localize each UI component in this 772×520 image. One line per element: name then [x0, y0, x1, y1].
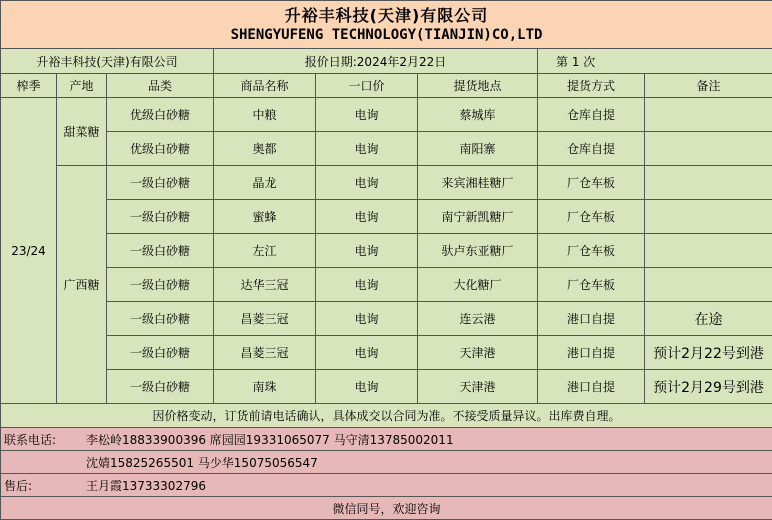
table-row — [1, 200, 772, 234]
product-name-cell: 昌菱三冠 — [214, 336, 316, 370]
table-row — [1, 98, 772, 132]
category-cell: 一级白砂糖 — [107, 166, 214, 200]
method-cell: 仓库自提 — [538, 98, 645, 132]
header-season: 榨季 — [1, 74, 57, 98]
info-date — [214, 49, 538, 74]
note-cell: 在途 — [645, 302, 772, 336]
header-origin: 产地 — [57, 74, 107, 98]
category-cell: 一级白砂糖 — [107, 234, 214, 268]
location-cell: 来宾湘桂糖厂 — [418, 166, 538, 200]
method-cell: 仓库自提 — [538, 132, 645, 166]
table-row — [1, 268, 772, 302]
header-method: 提货方式 — [538, 74, 645, 98]
contact-line-1: 李松岭18833900396 席园园19331065077 马守清13785002011 — [86, 433, 454, 447]
aftersale-value: 王月霞13733302796 — [86, 479, 206, 493]
header-price: 一口价 — [316, 74, 418, 98]
date-value: 2024年2月22日 — [357, 55, 446, 69]
product-name-cell: 晶龙 — [214, 166, 316, 200]
location-cell: 蔡城库 — [418, 98, 538, 132]
method-cell: 厂仓车板 — [538, 234, 645, 268]
aftersale-label: 售后: — [1, 477, 86, 494]
method-cell: 港口自提 — [538, 302, 645, 336]
category-cell: 一级白砂糖 — [107, 302, 214, 336]
method-cell: 厂仓车板 — [538, 268, 645, 302]
price-cell: 电询 — [316, 98, 418, 132]
category-cell: 优级白砂糖 — [107, 132, 214, 166]
table-row — [1, 336, 772, 370]
table-row — [1, 166, 772, 200]
note-cell — [645, 200, 772, 234]
price-cell: 电询 — [316, 302, 418, 336]
price-cell: 电询 — [316, 132, 418, 166]
product-name-cell: 蜜蜂 — [214, 200, 316, 234]
header-note: 备注 — [645, 74, 772, 98]
category-cell: 一级白砂糖 — [107, 370, 214, 404]
note-cell: 预计2月22号到港 — [645, 336, 772, 370]
info-company: 升裕丰科技(天津)有限公司 — [1, 49, 214, 74]
location-cell: 南阳寨 — [418, 132, 538, 166]
product-name-cell: 左江 — [214, 234, 316, 268]
aftersale-row — [1, 474, 772, 497]
contact-label: 联系电话: — [1, 431, 86, 448]
location-cell: 大化糖厂 — [418, 268, 538, 302]
category-cell: 一级白砂糖 — [107, 200, 214, 234]
contact-line-2: 沈婧15825265501 马少华15075056547 — [86, 456, 318, 470]
method-cell: 港口自提 — [538, 370, 645, 404]
price-cell: 电询 — [316, 166, 418, 200]
product-name-cell: 南珠 — [214, 370, 316, 404]
contact-row-2 — [1, 451, 772, 474]
origin-guangxi: 广西糖 — [57, 166, 107, 404]
notice-text: 因价格变动，订货前请电话确认，具体成交以合同为准。不接受质量异议。出库费自理。 — [1, 404, 772, 428]
table-row — [1, 132, 772, 166]
info-issue: 第 1 次 — [538, 49, 772, 74]
header-location: 提货地点 — [418, 74, 538, 98]
table-row — [1, 370, 772, 404]
category-cell: 优级白砂糖 — [107, 98, 214, 132]
location-cell: 南宁新凯糖厂 — [418, 200, 538, 234]
table-row — [1, 302, 772, 336]
price-cell: 电询 — [316, 370, 418, 404]
title-cell — [1, 1, 772, 49]
price-cell: 电询 — [316, 234, 418, 268]
location-cell: 天津港 — [418, 336, 538, 370]
category-cell: 一级白砂糖 — [107, 268, 214, 302]
method-cell: 港口自提 — [538, 336, 645, 370]
method-cell: 厂仓车板 — [538, 200, 645, 234]
header-category: 品类 — [107, 74, 214, 98]
company-name-en: SHENGYUFENG TECHNOLOGY(TIANJIN)CO,LTD — [1, 26, 772, 44]
category-cell: 一级白砂糖 — [107, 336, 214, 370]
origin-beet: 甜菜糖 — [57, 98, 107, 166]
price-cell: 电询 — [316, 200, 418, 234]
table-row — [1, 234, 772, 268]
product-name-cell: 昌菱三冠 — [214, 302, 316, 336]
note-cell — [645, 132, 772, 166]
location-cell: 天津港 — [418, 370, 538, 404]
note-cell — [645, 98, 772, 132]
contact-row-1 — [1, 428, 772, 451]
product-name-cell: 奥都 — [214, 132, 316, 166]
method-cell: 厂仓车板 — [538, 166, 645, 200]
product-name-cell: 达华三冠 — [214, 268, 316, 302]
location-cell: 驮卢东亚糖厂 — [418, 234, 538, 268]
note-cell — [645, 234, 772, 268]
location-cell: 连云港 — [418, 302, 538, 336]
product-name-cell: 中粮 — [214, 98, 316, 132]
season-cell: 23/24 — [1, 98, 57, 404]
note-cell — [645, 268, 772, 302]
footer-text: 微信同号，欢迎咨询 — [1, 497, 772, 520]
date-label: 报价日期: — [305, 55, 357, 69]
note-cell — [645, 166, 772, 200]
price-cell: 电询 — [316, 268, 418, 302]
header-product-name: 商品名称 — [214, 74, 316, 98]
company-name-cn: 升裕丰科技(天津)有限公司 — [1, 6, 772, 26]
price-cell: 电询 — [316, 336, 418, 370]
note-cell: 预计2月29号到港 — [645, 370, 772, 404]
